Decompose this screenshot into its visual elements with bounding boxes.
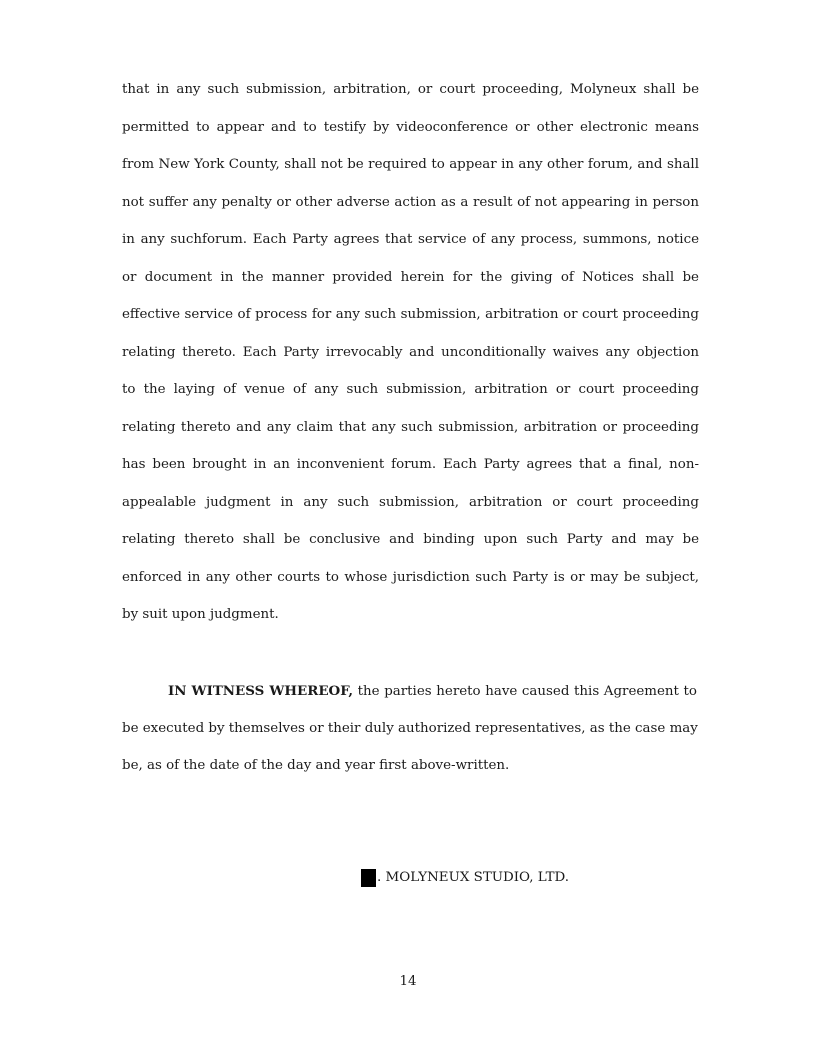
body-line: to the laying of venue of any such submission, arbitration or court proceeding (122, 382, 699, 397)
page-number: 14 (399, 974, 417, 989)
body-line: relating thereto. Each Party irrevocably and unconditionally waives any objection (122, 344, 699, 360)
body-line: has been brought in an inconvenient forum. Each Party agrees that a final, non- (122, 457, 699, 472)
body-line: from New York County, shall not be required to appear in any other forum, and shall (122, 157, 699, 172)
body-line: that in any such submission, arbitration, or court proceeding, Molyneux shall be (122, 82, 699, 97)
body-line: by suit upon judgment. (122, 607, 279, 622)
witness-lead: IN WITNESS WHEREOF, (168, 682, 354, 699)
body-line: in any suchforum. Each Party agrees that service of any process, summons, notice (122, 232, 699, 247)
body-line: not suffer any penalty or other adverse action as a result of not appearing in person (122, 194, 699, 210)
body-line: permitted to appear and to testify by videoconference or other electronic means (122, 119, 699, 135)
body-line: relating thereto and any claim that any such submission, arbitration or proceeding (122, 419, 699, 435)
body-line: or document in the manner provided herein for the giving of Notices shall be (122, 269, 699, 285)
witness-line-rest: the parties hereto have caused this Agreement to (353, 683, 697, 699)
witness-line: be executed by themselves or their duly authorized representatives, as the case may (122, 720, 698, 736)
witness-line (168, 682, 697, 701)
witness-line: be, as of the date of the day and year first above-written. (122, 758, 510, 773)
body-line: appealable judgment in any such submission, arbitration or court proceeding (122, 494, 699, 510)
signature-party-name: . MOLYNEUX STUDIO, LTD. (377, 870, 570, 885)
body-line: effective service of process for any such submission, arbitration or court proceeding (122, 307, 699, 322)
body-line: relating thereto shall be conclusive and binding upon such Party and may be (122, 532, 699, 547)
body-line: enforced in any other courts to whose jurisdiction such Party is or may be subject, (122, 569, 699, 585)
signature-block (361, 869, 569, 887)
redaction-box (361, 869, 376, 887)
